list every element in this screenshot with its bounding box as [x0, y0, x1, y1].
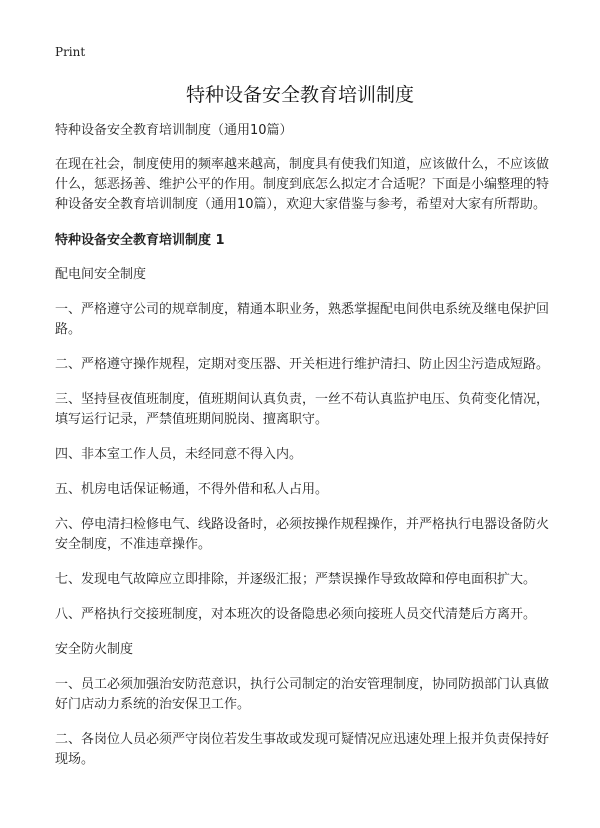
rule-item: 八、严格执行交接班制度，对本班次的设备隐患必须向接班人员交代清楚后方离开。: [55, 607, 537, 622]
rule-item: 一、员工必须加强治安防范意识，执行公司制定的治安管理制度，协同防损部门认真做好门店动力系统的治安保卫工作。: [55, 677, 550, 712]
section-heading: 特种设备安全教育培训制度 1: [55, 233, 225, 248]
rule-item: 七、发现电气故障应立即排除，并逐级汇报；严禁误操作导致故障和停电面积扩大。: [55, 572, 537, 587]
print-link[interactable]: Print: [55, 45, 86, 59]
block-heading-power-room: 配电间安全制度: [55, 267, 147, 282]
document-body: [55, 121, 552, 785]
rule-item: 二、严格遵守操作规程，定期对变压器、开关柜进行维护清扫、防止因尘污造成短路。: [55, 357, 550, 372]
block-heading-fire-safety: 安全防火制度: [55, 642, 134, 657]
rule-item: 二、各岗位人员必须严守岗位若发生事故或发现可疑情况应迅速处理上报并负责保持好现场。: [55, 732, 550, 767]
rule-item: 五、机房电话保证畅通，不得外借和私人占用。: [55, 482, 329, 497]
rule-item: 四、非本室工作人员，未经同意不得入内。: [55, 447, 303, 462]
page-title: 特种设备安全教育培训制度: [185, 84, 414, 106]
rule-item: 六、停电清扫检修电气、线路设备时，必须按操作规程操作，并严格执行电器设备防火安全制度，不准违章操作。: [55, 517, 550, 552]
intro-paragraph: 在现在社会，制度使用的频率越来越高，制度具有使我们知道，应该做什么，不应该做什么，惩恶扬善、维护公平的作用。制度到底怎么拟定才合适呢？下面是小编整理的特种设备安全教育培训制度（通用10篇），欢迎大家借鉴与参考，希望对大家有所帮助。: [55, 157, 550, 212]
document-subtitle: 特种设备安全教育培训制度（通用10篇）: [55, 123, 293, 138]
rule-item: 一、严格遵守公司的规章制度，精通本职业务，熟悉掌握配电间供电系统及继电保护回路。: [55, 302, 550, 337]
rule-item: 三、坚持昼夜值班制度，值班期间认真负责，一丝不苟认真监护电压、负荷变化情况，填写运行记录，严禁值班期间脱岗、擅离职守。: [55, 392, 550, 427]
